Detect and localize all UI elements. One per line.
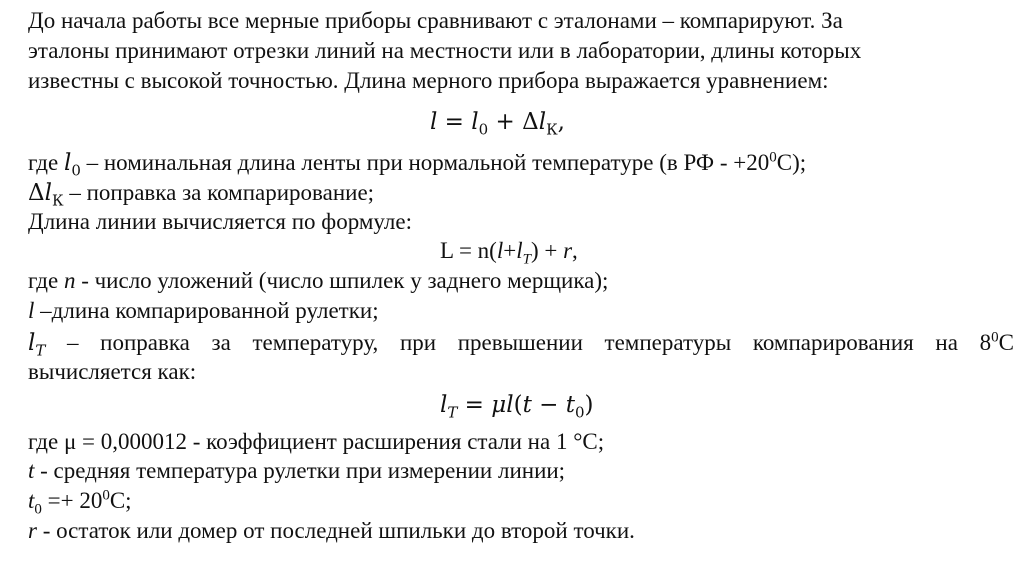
formula3-t0: t [565, 392, 575, 418]
definition-n [28, 266, 608, 295]
formula3-subT: T [447, 403, 458, 422]
definition-lT-line-2: вычисляется как: [28, 359, 197, 384]
formula1-plus: + [488, 109, 523, 135]
formula1-l: l [430, 109, 438, 135]
formula1-subk: К [546, 120, 558, 139]
formula3-open: ( [513, 392, 523, 418]
formula3-t: t [522, 392, 532, 418]
formula3-close: ) [584, 392, 594, 418]
def2-text: – поправка за компарирование; [63, 180, 375, 205]
definition-delta-lk [28, 178, 374, 208]
def1-text: – номинальная длина ленты при нормальной температуре (в РФ - +20 [80, 150, 770, 175]
formula3-l2: l [506, 392, 514, 418]
def-lT-word-6: температуры [604, 330, 732, 355]
def-t0-sub: 0 [34, 501, 42, 518]
def-lT-word-5: превышении [457, 330, 583, 355]
formula1-sub0: 0 [478, 120, 489, 139]
def-lT-sup: 0 [991, 329, 999, 346]
formula2-mid: ) + [530, 238, 564, 263]
paragraph-line-3: известны с высокой точностью. Длина мерного прибора выражается уравнением: [28, 68, 829, 93]
formula2-l: l [496, 238, 504, 263]
def1-sub: 0 [71, 161, 81, 180]
formula3-mu: μ [491, 392, 507, 418]
def-lT-tail-group [980, 328, 1014, 358]
formula-length-equation [430, 107, 565, 137]
def-lT-tail: 8 [979, 330, 992, 355]
def-lT-sub: T [35, 341, 46, 360]
formula3-l: l [440, 392, 448, 418]
def-l-text: –длина компарированной рулетки; [34, 298, 379, 323]
paragraph-line-1: До начала работы все мерные приборы сравнивают с эталонами – компарируют. За [28, 8, 843, 33]
formula2-r: r [563, 238, 573, 263]
formula1-comma: , [557, 109, 565, 135]
formula2-subT: T [522, 251, 531, 268]
formula-line-length [440, 236, 578, 266]
def2-sym: l [44, 180, 52, 206]
paragraph-line-2: эталоны принимают отрезки линий на местности или в лаборатории, длины которых [28, 38, 862, 63]
def1-post: С); [776, 150, 807, 175]
definition-t [28, 456, 565, 485]
definition-l [28, 296, 379, 325]
formula1-delta: Δ [522, 109, 539, 135]
def-n-pre: где [28, 268, 64, 293]
definition-r [28, 516, 635, 545]
formula2-post: , [572, 238, 578, 263]
def-lT-word-7: компарирования [752, 330, 914, 355]
formula2-pre: L = n( [440, 238, 497, 263]
def2-sub: К [51, 191, 64, 210]
formula3-eq: = [457, 392, 492, 418]
definition-lT-line-1 [28, 328, 1014, 358]
formula2-plus: + [503, 238, 517, 263]
def-lT-word-3: температуру, [252, 330, 379, 355]
def-t0-post: С; [109, 488, 132, 513]
def-r-sym: r [28, 518, 37, 543]
def-t0-text: =+ 20 [41, 488, 103, 513]
definition-mu: где μ = 0,000012 - коэффициент расширения стали на 1 °С; [28, 429, 605, 454]
def-n-text: - число уложений (число шпилек у заднего мерщика); [75, 268, 609, 293]
def2-delta: Δ [28, 180, 45, 206]
formula-temperature-correction [440, 390, 594, 420]
def1-pre: где [28, 150, 64, 175]
definition-t0 [28, 486, 132, 518]
def-t0-sup: 0 [102, 487, 110, 504]
def-t0-sym: t [28, 488, 35, 513]
def-lT-word-1: поправка [100, 330, 190, 355]
def-lT-sym: l [28, 330, 36, 356]
formula1-eq: = [437, 109, 472, 135]
definition-l0 [28, 148, 806, 178]
def1-sup: 0 [769, 149, 777, 166]
def-t-text: - средняя температура рулетки при измерении линии; [34, 458, 566, 483]
formula1-l0: l [471, 109, 479, 135]
def-lT-word-2: за [211, 330, 231, 355]
def-t-sym: t [28, 458, 35, 483]
def-l-sym: l [28, 298, 35, 323]
formula1-lk: l [538, 109, 547, 135]
formula3-minus: − [531, 392, 566, 418]
formula3-sub0: 0 [574, 403, 585, 422]
def-lT-word-0: – [67, 330, 79, 355]
line-length-intro: Длина линии вычисляется по формуле: [28, 209, 412, 234]
formula2-lT: l [516, 238, 523, 263]
def-lT-post: С [998, 330, 1014, 355]
def-lT-symbol [28, 328, 45, 358]
def-r-text: - остаток или домер от последней шпильки до второй точки. [36, 518, 635, 543]
def-lT-word-8: на [935, 330, 958, 355]
def-n-sym: n [63, 268, 76, 293]
def1-sym: l [63, 150, 72, 176]
def-lT-word-4: при [399, 330, 437, 355]
